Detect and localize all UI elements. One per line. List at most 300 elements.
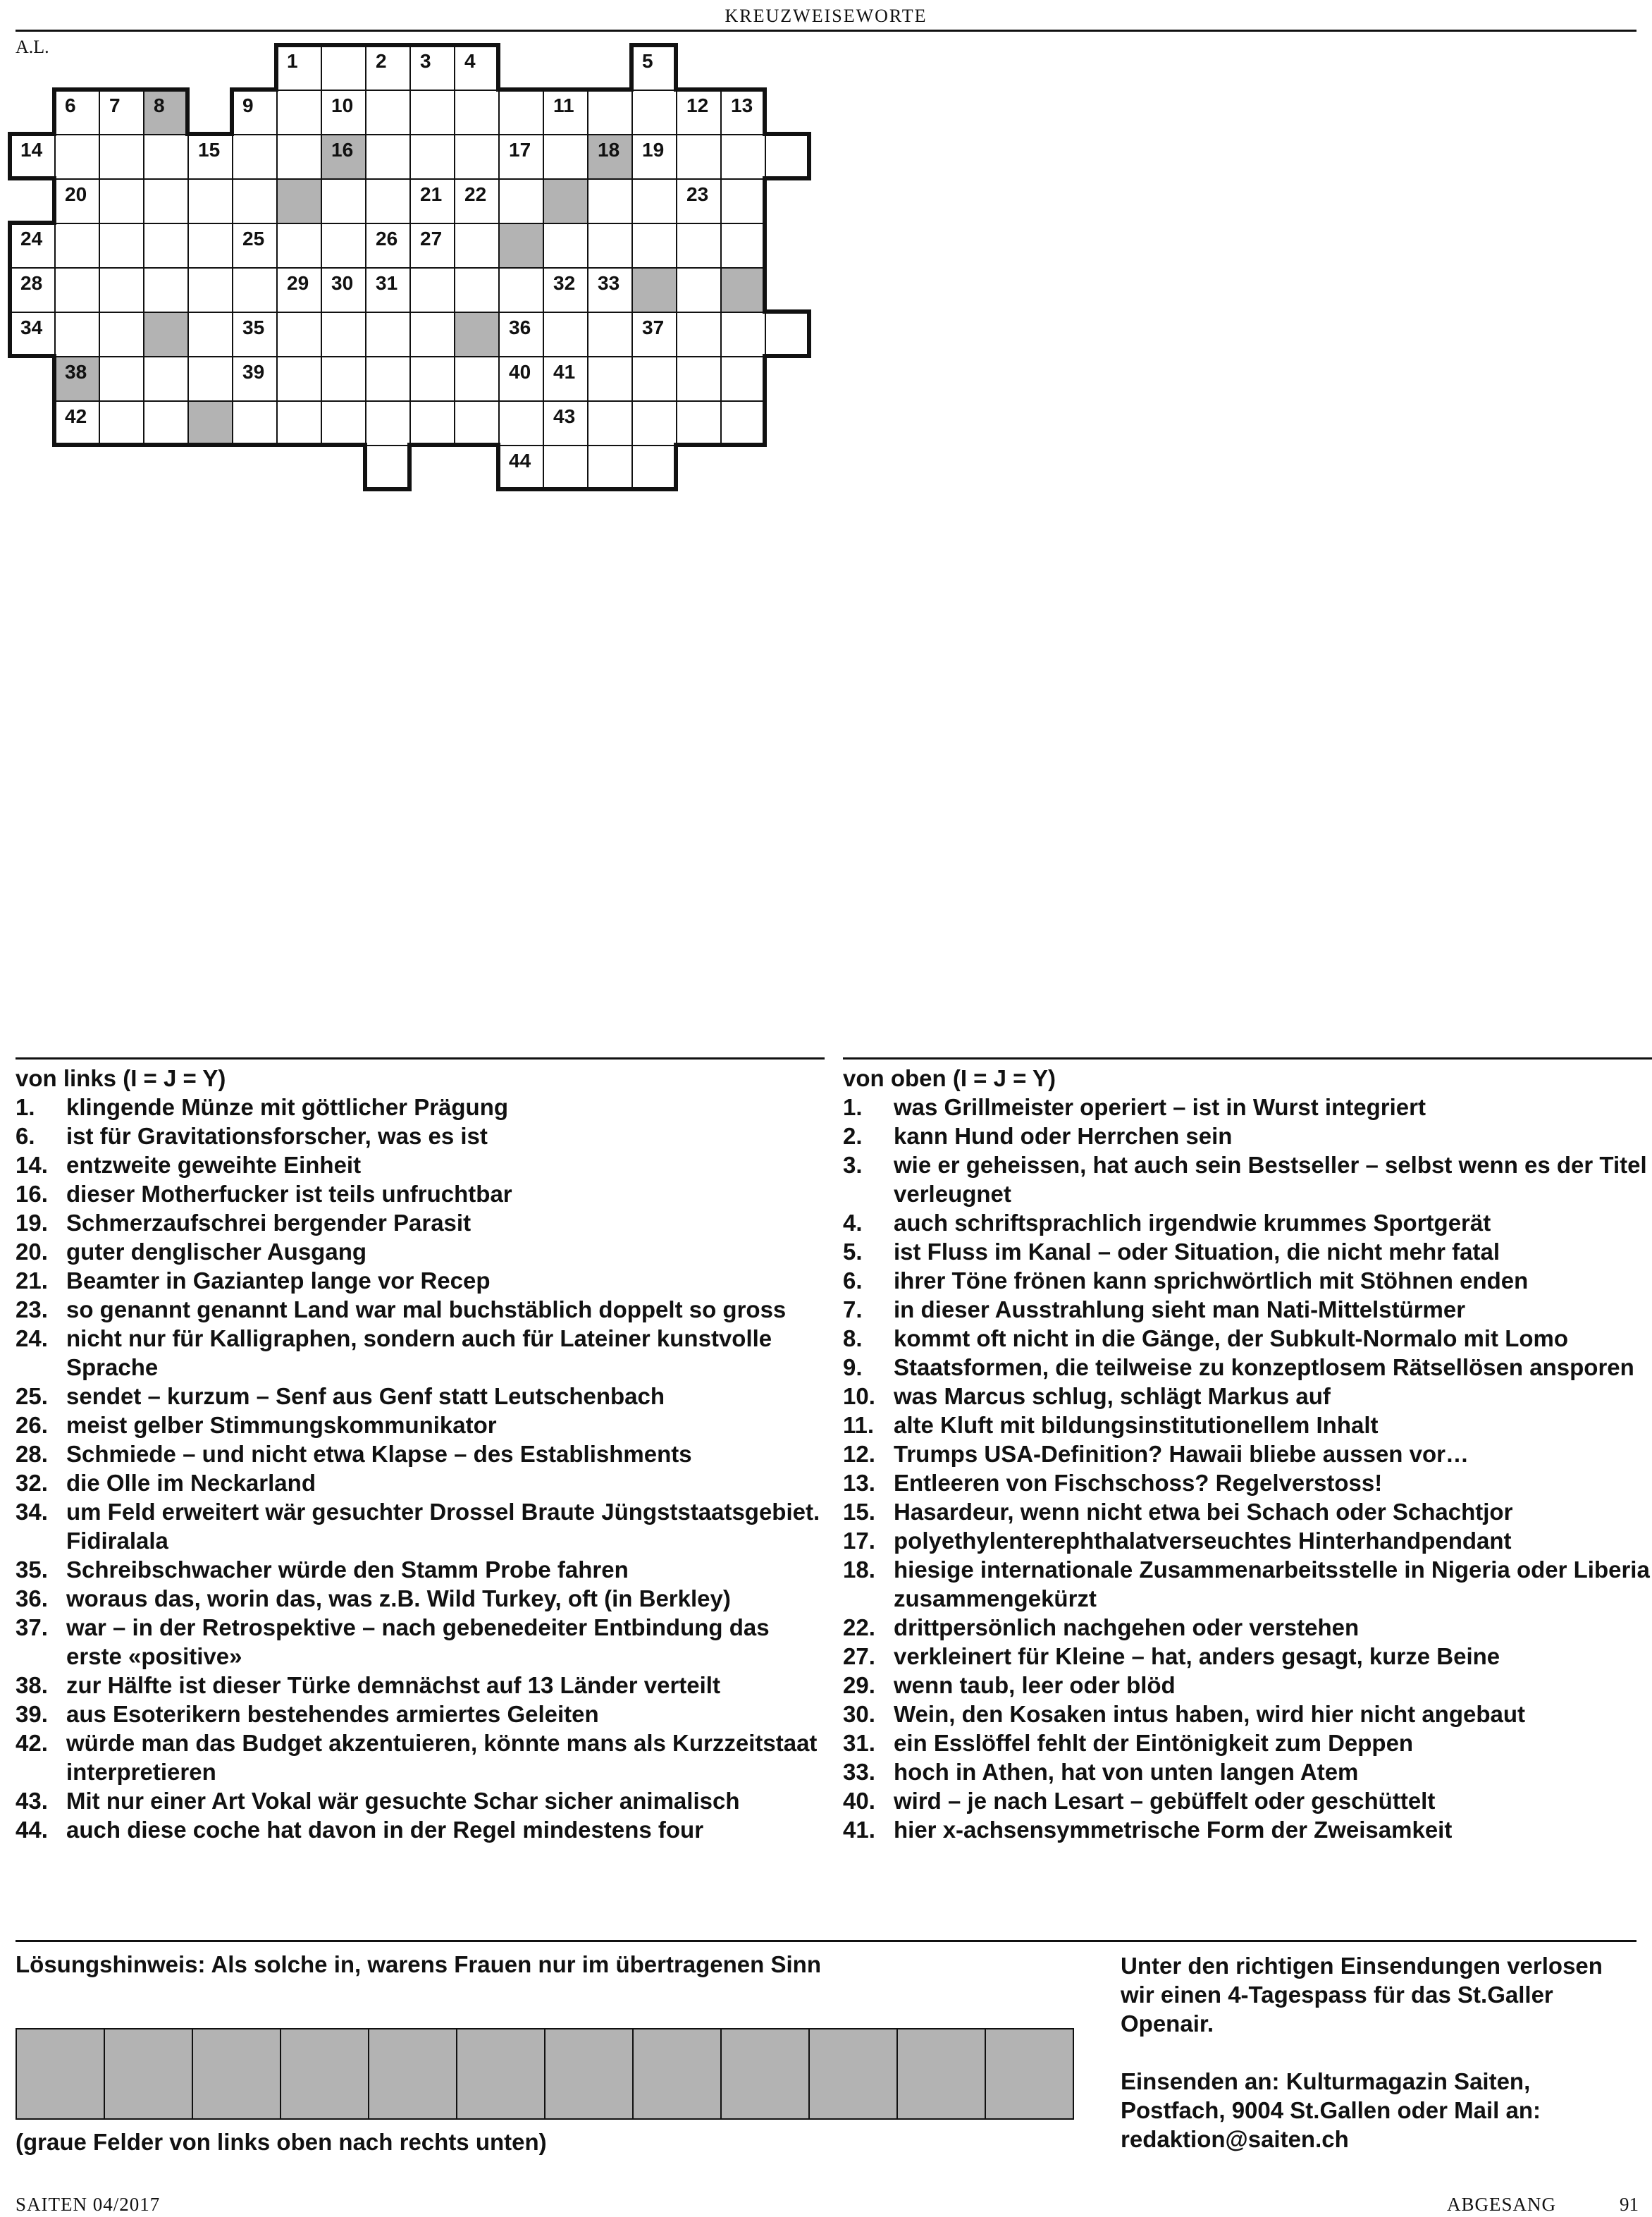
clue-text: aus Esoterikern bestehendes armiertes Geleiten: [66, 1701, 599, 1727]
clue-text: drittpersönlich nachgehen oder verstehen: [894, 1614, 1360, 1640]
grid-border: [52, 176, 56, 225]
grid-cell[interactable]: [276, 45, 322, 91]
grid-cell[interactable]: [321, 356, 366, 402]
grid-cell[interactable]: [454, 400, 500, 446]
grid-border: [407, 443, 412, 491]
grid-cell[interactable]: [321, 45, 366, 91]
down-title: von oben (I = J = Y): [843, 1065, 1056, 1091]
grid-cell[interactable]: [676, 90, 722, 135]
cell-number: 31: [376, 272, 398, 294]
grid-cell[interactable]: [765, 134, 810, 180]
across-clue: [16, 1468, 825, 1497]
grid-cell[interactable]: [365, 445, 411, 491]
clue-number: 29.: [843, 1672, 875, 1698]
cell-number: 13: [731, 94, 753, 116]
solution-box[interactable]: [368, 2028, 457, 2120]
grid-cell[interactable]: [54, 223, 100, 269]
grid-cell[interactable]: [54, 267, 100, 313]
grid-cell[interactable]: [54, 400, 100, 446]
grid-cell[interactable]: [631, 90, 677, 135]
clue-text: meist gelber Stimmungskommunikator: [66, 1412, 497, 1438]
grid-cell[interactable]: [276, 312, 322, 357]
grid-cell[interactable]: [409, 223, 455, 269]
clue-number: 31.: [843, 1730, 875, 1756]
down-clue: [843, 1382, 1652, 1411]
solution-box[interactable]: [192, 2028, 281, 2120]
grid-cell[interactable]: [321, 400, 366, 446]
grid-cell[interactable]: [99, 400, 144, 446]
clue-text: klingende Münze mit göttlicher Prägung: [66, 1094, 509, 1120]
grid-cell[interactable]: [631, 445, 677, 491]
grid-border: [496, 43, 500, 92]
grid-cell[interactable]: [720, 223, 766, 269]
across-clue: [16, 1295, 825, 1324]
grid-cell[interactable]: [143, 356, 189, 402]
grid-border: [763, 354, 767, 403]
grid-cell[interactable]: [365, 90, 411, 135]
shaded-cell[interactable]: [143, 90, 189, 135]
solution-box[interactable]: [808, 2028, 898, 2120]
grid-cell[interactable]: [99, 134, 144, 180]
grid-cell[interactable]: [543, 90, 588, 135]
cell-number: 28: [20, 272, 43, 294]
grid-cell[interactable]: [587, 223, 633, 269]
grid-cell[interactable]: [365, 134, 411, 180]
grid-border: [496, 443, 500, 491]
grid-cell[interactable]: [676, 356, 722, 402]
clue-text: hiesige internationale Zusammenarbeitsstelle in Nigeria oder Liberia zusammengekürzt: [894, 1556, 1650, 1611]
grid-cell[interactable]: [321, 90, 366, 135]
cell-number: 12: [686, 94, 709, 116]
grid-border: [230, 87, 234, 136]
cell-number: 41: [553, 361, 576, 383]
clue-text: alte Kluft mit bildungsinstitutionellem Inhalt: [894, 1412, 1379, 1438]
grid-cell[interactable]: [498, 178, 544, 224]
grid-border: [763, 398, 767, 447]
shaded-cell[interactable]: [498, 223, 544, 269]
grid-cell[interactable]: [676, 267, 722, 313]
grid-cell[interactable]: [631, 178, 677, 224]
grid-cell[interactable]: [454, 134, 500, 180]
grid-cell[interactable]: [232, 134, 278, 180]
grid-cell[interactable]: [587, 445, 633, 491]
down-clue: [843, 1815, 1652, 1844]
cell-number: 42: [65, 405, 87, 427]
grid-cell[interactable]: [187, 267, 233, 313]
clue-text: Beamter in Gaziantep lange vor Recep: [66, 1267, 491, 1294]
grid-cell[interactable]: [543, 134, 588, 180]
clue-number: 9.: [843, 1354, 863, 1380]
clue-text: Entleeren von Fischschoss? Regelverstoss!: [894, 1470, 1383, 1496]
grid-cell[interactable]: [631, 312, 677, 357]
grid-cell[interactable]: [276, 356, 322, 402]
grid-cell[interactable]: [365, 312, 411, 357]
grid-border: [763, 221, 767, 269]
grid-cell[interactable]: [543, 223, 588, 269]
clue-text: in dieser Ausstrahlung sieht man Nati-Mittelstürmer: [894, 1296, 1466, 1322]
clue-number: 11.: [843, 1412, 875, 1438]
clue-text: auch schriftsprachlich irgendwie krummes Sportgerät: [894, 1210, 1491, 1236]
grid-cell[interactable]: [454, 356, 500, 402]
grid-cell[interactable]: [187, 178, 233, 224]
clue-text: Hasardeur, wenn nicht etwa bei Schach oder Schachtjor: [894, 1499, 1513, 1525]
clue-number: 42.: [16, 1730, 48, 1756]
cell-number: 2: [376, 50, 387, 72]
grid-cell[interactable]: [99, 312, 144, 357]
clue-number: 39.: [16, 1701, 48, 1727]
clue-number: 26.: [16, 1412, 48, 1438]
clue-number: 40.: [843, 1788, 875, 1814]
grid-cell[interactable]: [631, 400, 677, 446]
clue-text: Mit nur einer Art Vokal wär gesuchte Schar sicher animalisch: [66, 1788, 740, 1814]
grid-border: [763, 176, 811, 180]
clue-number: 25.: [16, 1383, 48, 1409]
grid-cell[interactable]: [454, 267, 500, 313]
grid-border: [763, 309, 811, 314]
shaded-cell[interactable]: [587, 134, 633, 180]
down-clue: [843, 1208, 1652, 1237]
grid-cell[interactable]: [498, 134, 544, 180]
grid-cell[interactable]: [409, 134, 455, 180]
grid-border: [363, 43, 412, 47]
grid-cell[interactable]: [587, 400, 633, 446]
grid-cell[interactable]: [143, 134, 189, 180]
grid-border: [407, 43, 456, 47]
down-clue: [843, 1728, 1652, 1757]
grid-cell[interactable]: [676, 223, 722, 269]
grid-cell[interactable]: [99, 267, 144, 313]
shaded-cell[interactable]: [631, 267, 677, 313]
grid-border: [674, 87, 722, 92]
down-clue: [843, 1671, 1652, 1700]
clue-number: 38.: [16, 1672, 48, 1698]
grid-cell[interactable]: [365, 45, 411, 91]
grid-cell[interactable]: [187, 356, 233, 402]
clue-number: 28.: [16, 1441, 48, 1467]
shaded-cell[interactable]: [543, 178, 588, 224]
grid-cell[interactable]: [676, 312, 722, 357]
cell-number: 11: [553, 94, 574, 116]
shaded-cell[interactable]: [187, 400, 233, 446]
clue-number: 6.: [16, 1123, 35, 1149]
clue-number: 15.: [843, 1499, 875, 1525]
grid-cell[interactable]: [765, 312, 810, 357]
solution-box[interactable]: [985, 2028, 1074, 2120]
grid-border: [452, 443, 500, 447]
grid-cell[interactable]: [720, 134, 766, 180]
grid-cell[interactable]: [676, 178, 722, 224]
cell-number: 4: [464, 50, 476, 72]
grid-cell[interactable]: [276, 134, 322, 180]
grid-cell[interactable]: [543, 267, 588, 313]
across-clue: [16, 1411, 825, 1439]
clue-text: kann Hund oder Herrchen sein: [894, 1123, 1233, 1149]
solution-box[interactable]: [544, 2028, 634, 2120]
grid-cell[interactable]: [232, 178, 278, 224]
clue-number: 6.: [843, 1267, 863, 1294]
clue-text: woraus das, worin das, was z.B. Wild Turkey, oft (in Berkley): [66, 1585, 731, 1611]
grid-cell[interactable]: [409, 90, 455, 135]
grid-border: [185, 132, 234, 136]
solution-box[interactable]: [104, 2028, 193, 2120]
grid-cell[interactable]: [409, 312, 455, 357]
grid-cell[interactable]: [365, 267, 411, 313]
down-clue: [843, 1468, 1652, 1497]
clue-text: sendet – kurzum – Senf aus Genf statt Leutschenbach: [66, 1383, 665, 1409]
solution-rule: [16, 1940, 1636, 1942]
shaded-cell[interactable]: [54, 356, 100, 402]
grid-border: [807, 132, 811, 180]
prize-text: Unter den richtigen Einsendungen verlosen wir einen 4-Tagespass für das St.Galler Openair.: [1121, 1953, 1603, 2037]
shaded-cell[interactable]: [143, 312, 189, 357]
cell-number: 38: [65, 361, 87, 383]
section-title: KREUZWEISEWORTE: [725, 6, 927, 26]
across-clue: [16, 1613, 825, 1671]
grid-border: [274, 43, 278, 92]
clue-text: guter denglischer Ausgang: [66, 1239, 367, 1265]
grid-cell[interactable]: [187, 312, 233, 357]
down-clue: [843, 1411, 1652, 1439]
grid-cell[interactable]: [720, 356, 766, 402]
grid-cell[interactable]: [365, 178, 411, 224]
grid-cell[interactable]: [631, 134, 677, 180]
grid-cell[interactable]: [321, 223, 366, 269]
down-clue: [843, 1786, 1652, 1815]
shaded-cell[interactable]: [321, 134, 366, 180]
clue-text: verkleinert für Kleine – hat, anders gesagt, kurze Beine: [894, 1643, 1500, 1669]
grid-cell[interactable]: [409, 356, 455, 402]
solution-box[interactable]: [280, 2028, 369, 2120]
grid-cell[interactable]: [187, 223, 233, 269]
grid-cell[interactable]: [498, 445, 544, 491]
grid-cell[interactable]: [99, 178, 144, 224]
clue-text: kommt oft nicht in die Gänge, der Subkult-Normalo mit Lomo: [894, 1325, 1569, 1351]
grid-cell[interactable]: [409, 178, 455, 224]
grid-border: [52, 398, 56, 447]
shaded-cell[interactable]: [276, 178, 322, 224]
grid-cell[interactable]: [454, 45, 500, 91]
grid-cell[interactable]: [143, 178, 189, 224]
grid-cell[interactable]: [10, 134, 56, 180]
down-clue: [843, 1555, 1652, 1613]
clue-text: ein Esslöffel fehlt der Eintönigkeit zum Deppen: [894, 1730, 1414, 1756]
grid-cell[interactable]: [498, 90, 544, 135]
grid-cell[interactable]: [365, 223, 411, 269]
clue-text: nicht nur für Kalligraphen, sondern auch für Lateiner kunstvolle Sprache: [66, 1325, 772, 1380]
send-info: Einsenden an: Kulturmagazin Saiten, Postfach, 9004 St.Gallen oder Mail an: redaktion@saiten.ch: [1121, 2068, 1541, 2152]
grid-cell[interactable]: [99, 356, 144, 402]
grid-border: [8, 221, 12, 269]
down-clue: [843, 1324, 1652, 1353]
across-clue: [16, 1122, 825, 1150]
grid-cell[interactable]: [720, 312, 766, 357]
grid-cell[interactable]: [143, 400, 189, 446]
cell-number: 8: [154, 94, 165, 116]
shaded-cell[interactable]: [454, 312, 500, 357]
grid-cell[interactable]: [232, 356, 278, 402]
clue-text: auch diese coche hat davon in der Regel mindestens four: [66, 1817, 704, 1843]
grid-cell[interactable]: [99, 223, 144, 269]
grid-cell[interactable]: [631, 223, 677, 269]
grid-cell[interactable]: [543, 312, 588, 357]
grid-cell[interactable]: [10, 223, 56, 269]
grid-cell[interactable]: [232, 267, 278, 313]
grid-cell[interactable]: [587, 178, 633, 224]
grid-cell[interactable]: [543, 400, 588, 446]
grid-cell[interactable]: [54, 312, 100, 357]
clue-text: was Grillmeister operiert – ist in Wurst integriert: [894, 1094, 1426, 1120]
grid-cell[interactable]: [232, 90, 278, 135]
grid-cell[interactable]: [10, 312, 56, 357]
grid-cell[interactable]: [99, 90, 144, 135]
grid-cell[interactable]: [143, 223, 189, 269]
clue-number: 18.: [843, 1556, 875, 1583]
grid-border: [585, 87, 634, 92]
clue-text: die Olle im Neckarland: [66, 1470, 316, 1496]
grid-cell[interactable]: [54, 178, 100, 224]
grid-cell[interactable]: [232, 312, 278, 357]
grid-cell[interactable]: [631, 356, 677, 402]
across-clue: [16, 1208, 825, 1237]
prize-info: [1121, 1951, 1635, 2182]
solution-box[interactable]: [896, 2028, 986, 2120]
author: A.L.: [16, 37, 49, 57]
cell-number: 20: [65, 183, 87, 205]
grid-border: [8, 265, 12, 314]
cell-number: 30: [331, 272, 354, 294]
grid-cell[interactable]: [587, 90, 633, 135]
across-rule: [16, 1057, 825, 1060]
grid-border: [763, 354, 811, 358]
cell-number: 21: [420, 183, 443, 205]
clue-text: war – in der Retrospektive – nach gebenedeiter Entbindung das erste «positive»: [66, 1614, 770, 1669]
grid-cell[interactable]: [365, 356, 411, 402]
solution-box[interactable]: [456, 2028, 545, 2120]
down-clue: [843, 1613, 1652, 1642]
clue-number: 16.: [16, 1181, 48, 1207]
clue-number: 30.: [843, 1701, 875, 1727]
grid-cell[interactable]: [321, 178, 366, 224]
grid-cell[interactable]: [498, 312, 544, 357]
grid-cell[interactable]: [10, 267, 56, 313]
grid-border: [629, 43, 634, 92]
grid-cell[interactable]: [676, 134, 722, 180]
down-clue: [843, 1526, 1652, 1555]
clue-text: Staatsformen, die teilweise zu konzeptlosem Rätsellösen ansporen: [894, 1354, 1634, 1380]
clue-text: Trumps USA-Definition? Hawaii bliebe aussen vor…: [894, 1441, 1469, 1467]
cell-number: 37: [642, 317, 665, 338]
down-clue: [843, 1237, 1652, 1266]
clue-text: was Marcus schlug, schlägt Markus auf: [894, 1383, 1331, 1409]
across-clue: [16, 1786, 825, 1815]
clue-text: um Feld erweitert wär gesuchter Drossel Braute Jüngststaatsgebiet. Fidiralala: [66, 1499, 820, 1554]
grid-cell[interactable]: [543, 356, 588, 402]
grid-cell[interactable]: [409, 45, 455, 91]
solution-box[interactable]: [16, 2028, 105, 2120]
clue-number: 8.: [843, 1325, 863, 1351]
clue-number: 1.: [843, 1094, 863, 1120]
grid-cell[interactable]: [54, 90, 100, 135]
grid-cell[interactable]: [720, 400, 766, 446]
shaded-cell[interactable]: [720, 267, 766, 313]
clue-text: entzweite geweihte Einheit: [66, 1152, 362, 1178]
cell-number: 27: [420, 228, 443, 250]
grid-cell[interactable]: [720, 90, 766, 135]
down-clue: [843, 1757, 1652, 1786]
grid-cell[interactable]: [498, 267, 544, 313]
grid-cell[interactable]: [54, 134, 100, 180]
grid-border: [52, 87, 101, 92]
cell-number: 14: [20, 139, 43, 161]
grid-cell[interactable]: [587, 267, 633, 313]
clue-text: Wein, den Kosaken intus haben, wird hier nicht angebaut: [894, 1701, 1526, 1727]
grid-cell[interactable]: [631, 45, 677, 91]
clue-text: Schmiede – und nicht etwa Klapse – des Establishments: [66, 1441, 692, 1467]
grid-cell[interactable]: [232, 400, 278, 446]
grid-border: [8, 132, 12, 180]
grid-cell[interactable]: [365, 400, 411, 446]
clue-text: hoch in Athen, hat von unten langen Atem: [894, 1759, 1359, 1785]
grid-border: [807, 309, 811, 358]
clue-number: 5.: [843, 1239, 863, 1265]
grid-cell[interactable]: [321, 267, 366, 313]
grid-cell[interactable]: [276, 400, 322, 446]
grid-cell[interactable]: [454, 90, 500, 135]
solution-box[interactable]: [632, 2028, 722, 2120]
clue-text: Schreibschwacher würde den Stamm Probe fahren: [66, 1556, 629, 1583]
clue-number: 22.: [843, 1614, 875, 1640]
clue-number: 1.: [16, 1094, 35, 1120]
cell-number: 10: [331, 94, 354, 116]
cell-number: 44: [509, 450, 531, 472]
cell-number: 23: [686, 183, 709, 205]
cell-number: 9: [242, 94, 254, 116]
grid-cell[interactable]: [587, 312, 633, 357]
grid-cell[interactable]: [232, 223, 278, 269]
grid-cell[interactable]: [498, 356, 544, 402]
grid-cell[interactable]: [498, 400, 544, 446]
grid-cell[interactable]: [276, 90, 322, 135]
solution-boxes: [16, 2028, 1073, 2120]
grid-cell[interactable]: [543, 445, 588, 491]
grid-cell[interactable]: [676, 400, 722, 446]
clue-number: 32.: [16, 1470, 48, 1496]
grid-border: [541, 87, 589, 92]
clue-number: 12.: [843, 1441, 875, 1467]
grid-cell[interactable]: [454, 178, 500, 224]
grid-cell[interactable]: [187, 134, 233, 180]
down-clues: [843, 1057, 1652, 1844]
grid-border: [230, 87, 278, 92]
grid-border: [185, 87, 190, 136]
cell-number: 25: [242, 228, 265, 250]
grid-cell[interactable]: [454, 223, 500, 269]
clue-text: zur Hälfte ist dieser Türke demnächst auf 13 Länder verteilt: [66, 1672, 720, 1698]
grid-border: [407, 443, 456, 447]
solution-box[interactable]: [720, 2028, 810, 2120]
grid-cell[interactable]: [321, 312, 366, 357]
grid-cell[interactable]: [276, 267, 322, 313]
grid-cell[interactable]: [587, 356, 633, 402]
grid-cell[interactable]: [409, 400, 455, 446]
down-clue: [843, 1353, 1652, 1382]
grid-cell[interactable]: [720, 178, 766, 224]
grid-cell[interactable]: [276, 223, 322, 269]
grid-cell[interactable]: [409, 267, 455, 313]
grid-border: [97, 87, 145, 92]
grid-border: [718, 87, 767, 92]
grid-cell[interactable]: [143, 267, 189, 313]
